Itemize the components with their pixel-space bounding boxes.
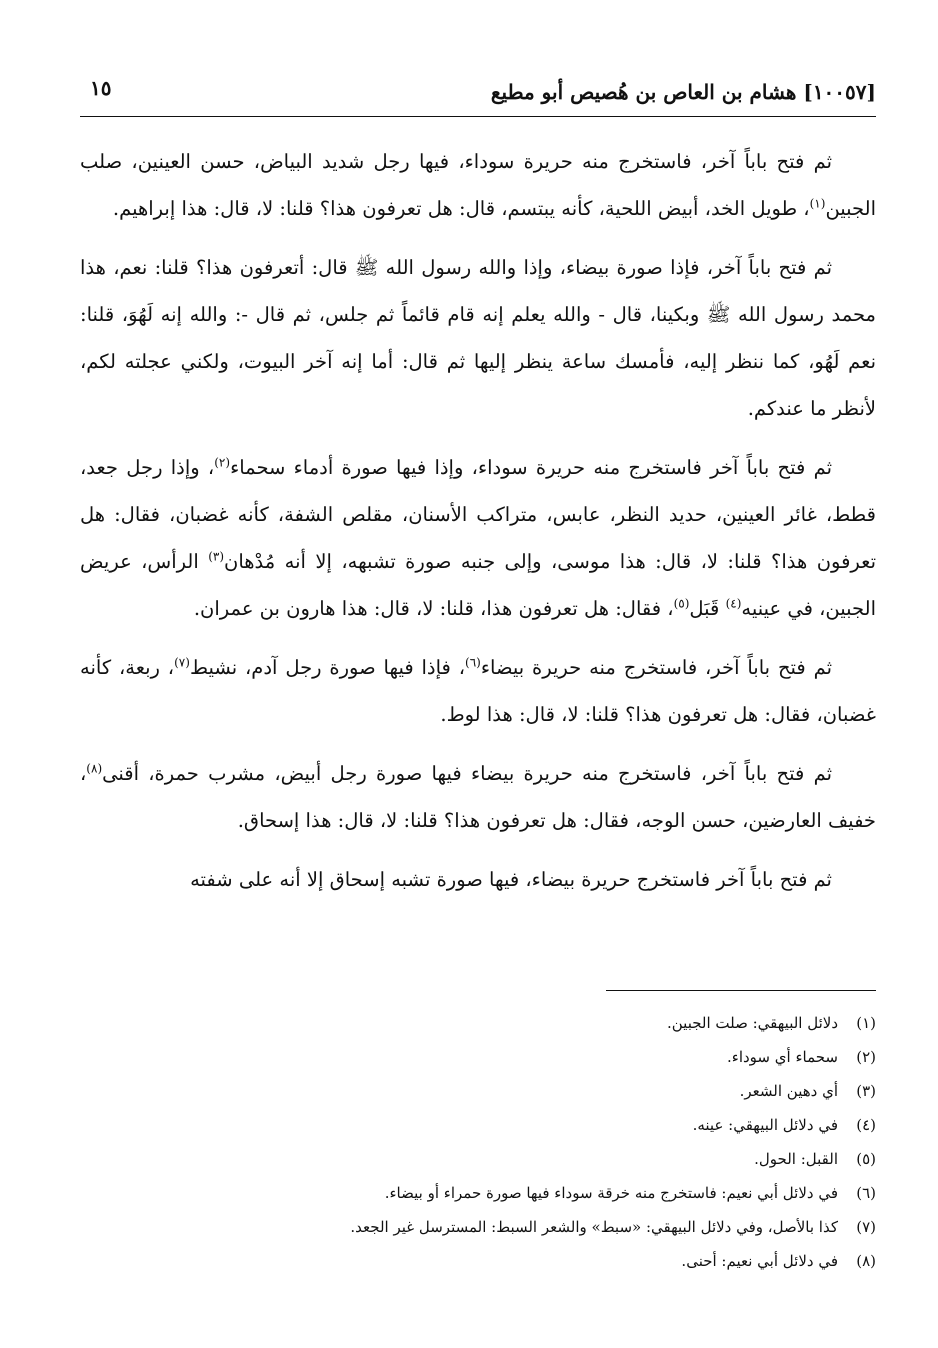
footnote-separator — [606, 990, 876, 991]
footnote-marker: (٨) — [86, 761, 103, 776]
text-run: ثم فتح باباً آخر فاستخرج منه حريرة سوداء، وإذا فيها صورة أدماء سحماء — [230, 456, 832, 479]
paragraph — [80, 750, 876, 844]
text-run: ثم فتح باباً آخر، فاستخرج منه حريرة سوداء، فيها رجل شديد البياض، حسن العينين، صلب الجبين — [80, 150, 876, 220]
footnote-number: (٣) — [856, 1082, 876, 1100]
footnote-marker: (٢) — [214, 455, 231, 470]
paragraph — [80, 444, 876, 632]
text-run: ثم فتح باباً آخر، فاستخرج منه حريرة بيضاء — [480, 656, 832, 679]
footnote-text: في دلائل أبي نعيم: فاستخرج منه خرقة سوداء فيها صورة حمراء أو بيضاء. — [384, 1184, 838, 1202]
paragraph — [80, 644, 876, 738]
text-run: ، خفيف العارضين، حسن الوجه، فقال: هل تعرفون هذا؟ قلنا: لا، قال: هذا إسحاق. — [80, 762, 876, 832]
footnote — [80, 1006, 876, 1040]
text-run: ، فقال: هل تعرفون هذا، قلنا: لا، قال: هذا هارون بن عمران. — [193, 597, 674, 620]
footnote-marker: (١) — [809, 196, 826, 211]
footnote-number: (٧) — [856, 1218, 876, 1236]
footnote — [80, 1040, 876, 1074]
text-run: ، طويل الخد، أبيض اللحية، كأنه يبتسم، قال: هل تعرفون هذا؟ قلنا: لا، قال: هذا إبراهيم. — [112, 197, 810, 220]
footnote-number: (٦) — [856, 1184, 876, 1202]
footnote-number: (٨) — [856, 1252, 876, 1270]
footnote-text: كذا بالأصل، وفي دلائل البيهقي: «سبط» والشعر السبط: المسترسل غير الجعد. — [350, 1218, 838, 1236]
text-run: ثم فتح باباً آخر، فإذا صورة بيضاء، وإذا والله رسول الله ﷺ قال: أتعرفون هذا؟ قلنا: نعم، هذا محمد رسول الله ﷺ وبكينا، قال - والله يعلم إنه قام قائماً ثم جلس، ثم قال -: والله إنه لَهُوَ، قلنا: نعم لَهُو، كما ننظر إليه، فأمسك ساعة ينظر إليها ثم قال: أما إنه آخر البيوت، ولكني عجلته لكم، لأنظر ما عندكم. — [80, 256, 876, 420]
footnote — [80, 1176, 876, 1210]
paragraph — [80, 244, 876, 432]
footnote-marker: (٣) — [208, 549, 225, 564]
footnote-number: (٥) — [856, 1150, 876, 1168]
footnote-marker: (٤) — [725, 596, 742, 611]
footnote-number: (٤) — [856, 1116, 876, 1134]
footnote — [80, 1244, 876, 1278]
main-text — [80, 138, 876, 915]
paragraph — [80, 138, 876, 232]
text-run: ثم فتح باباً آخر، فاستخرج منه حريرة بيضاء فيها صورة رجل أبيض، مشرب حمرة، أقنى — [102, 762, 832, 785]
footnote-text: أي دهين الشعر. — [739, 1082, 838, 1100]
footnote-marker: (٧) — [174, 655, 190, 670]
footnote — [80, 1074, 876, 1108]
footnote-number: (٢) — [856, 1048, 876, 1066]
footnote — [80, 1142, 876, 1176]
text-run: ، ربعة، كأنه غضبان، فقال: هل تعرفون هذا؟ قلنا: لا، قال: هذا لوط. — [80, 656, 876, 726]
footnote-text: القبل: الحول. — [754, 1150, 838, 1168]
text-run: ، فإذا فيها صورة رجل آدم، نشيط — [189, 656, 466, 679]
footnote — [80, 1108, 876, 1142]
text-run: قَبَل — [689, 597, 726, 620]
footnotes — [80, 1006, 876, 1278]
footnote-number: (١) — [856, 1014, 876, 1032]
footnote-marker: (٥) — [673, 596, 690, 611]
text-run: الرأس، عريض الجبين، في عينيه — [80, 550, 876, 620]
footnote-marker: (٦) — [465, 655, 481, 670]
text-run: ثم فتح باباً آخر فاستخرج حريرة بيضاء، فيها صورة تشبه إسحاق إلا أنه على شفته — [190, 868, 832, 891]
page-header — [80, 76, 876, 117]
footnote-text: في دلائل أبي نعيم: أحنى. — [681, 1252, 838, 1270]
footnote-text: دلائل البيهقي: صلت الجبين. — [666, 1014, 838, 1032]
running-title: [١٠٠٥٧] هشام بن العاص بن هُصيص أبو مطيع — [490, 80, 876, 104]
footnote — [80, 1210, 876, 1244]
footnote-text: سحماء أي سوداء. — [727, 1048, 838, 1066]
page-number: ١٥ — [90, 76, 112, 100]
footnote-text: في دلائل البيهقي: عينه. — [692, 1116, 838, 1134]
paragraph — [80, 856, 876, 903]
text-run: ، وإذا رجل جعد، قطط، غائر العينين، حديد النظر، عابس، متراكب الأسنان، مقلص الشفة، كأنه غضبان، فقال: هل تعرفون هذا؟ قلنا: لا، قال: هذا موسى، وإلى جنبه صورة تشبهه، إلا أنه مُدْهان — [80, 456, 877, 573]
